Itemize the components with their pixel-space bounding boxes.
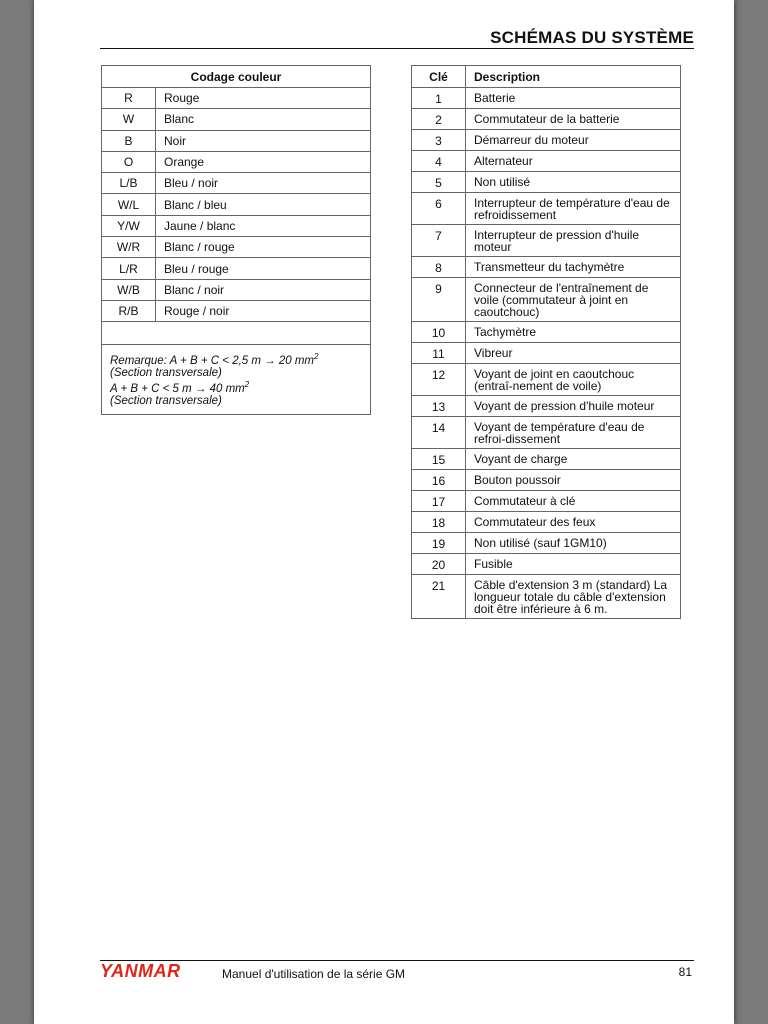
- key-number: 18: [412, 512, 466, 533]
- key-row: [412, 575, 681, 619]
- key-row: [412, 88, 681, 109]
- color-code-table: [101, 65, 371, 415]
- key-number: 15: [412, 449, 466, 470]
- color-row: [102, 258, 371, 279]
- key-description: Voyant de joint en caoutchouc (entraî-nement de voile): [466, 364, 681, 396]
- key-description: Voyant de charge: [466, 449, 681, 470]
- key-number: 3: [412, 130, 466, 151]
- key-row: [412, 151, 681, 172]
- key-description: Fusible: [466, 554, 681, 575]
- color-row: [102, 88, 371, 109]
- key-row: [412, 193, 681, 225]
- color-code: L/B: [102, 173, 156, 194]
- key-description: Transmetteur du tachymètre: [466, 257, 681, 278]
- color-name: Blanc: [156, 109, 371, 130]
- remark-cell: [102, 345, 371, 415]
- key-table-body: [412, 88, 681, 619]
- remark-line-3: A + B + C < 5 m → 40 mm: [110, 382, 245, 395]
- key-description: Vibreur: [466, 343, 681, 364]
- key-description: Tachymètre: [466, 322, 681, 343]
- key-number: 17: [412, 491, 466, 512]
- color-code: Y/W: [102, 215, 156, 236]
- key-description: Voyant de température d'eau de refroi-dissement: [466, 417, 681, 449]
- key-row: [412, 554, 681, 575]
- color-name: Orange: [156, 151, 371, 172]
- color-code: R: [102, 88, 156, 109]
- key-description: Commutateur des feux: [466, 512, 681, 533]
- description-column-header: Description: [466, 66, 681, 88]
- color-table-empty-row: [102, 322, 371, 345]
- page-title: SCHÉMAS DU SYSTÈME: [490, 28, 694, 47]
- key-row: [412, 533, 681, 554]
- color-name: Rouge: [156, 88, 371, 109]
- key-number: 1: [412, 88, 466, 109]
- color-name: Bleu / rouge: [156, 258, 371, 279]
- key-number: 11: [412, 343, 466, 364]
- color-row: [102, 194, 371, 215]
- color-code: L/R: [102, 258, 156, 279]
- key-description: Bouton poussoir: [466, 470, 681, 491]
- key-description: Batterie: [466, 88, 681, 109]
- key-number: 12: [412, 364, 466, 396]
- color-row: [102, 173, 371, 194]
- color-code: W: [102, 109, 156, 130]
- color-row: [102, 109, 371, 130]
- key-row: [412, 343, 681, 364]
- remark-sup-3: 2: [244, 380, 250, 390]
- color-name: Blanc / noir: [156, 279, 371, 300]
- key-row: [412, 491, 681, 512]
- color-table-body: [102, 88, 371, 322]
- key-number: 6: [412, 193, 466, 225]
- color-name: Bleu / noir: [156, 173, 371, 194]
- remark-line-2: (Section transversale): [110, 367, 222, 380]
- key-number: 9: [412, 278, 466, 322]
- color-name: Blanc / bleu: [156, 194, 371, 215]
- key-row: [412, 364, 681, 396]
- key-row: [412, 278, 681, 322]
- key-description: Interrupteur de température d'eau de refroidissement: [466, 193, 681, 225]
- color-row: [102, 151, 371, 172]
- key-number: 13: [412, 396, 466, 417]
- key-description-table: [411, 65, 681, 619]
- key-row: [412, 130, 681, 151]
- color-table-header: Codage couleur: [102, 66, 371, 88]
- key-column-header: Clé: [412, 66, 466, 88]
- remark-sup-1: 2: [314, 352, 319, 362]
- key-row: [412, 172, 681, 193]
- color-code: O: [102, 151, 156, 172]
- yanmar-logo: YANMAR: [100, 961, 181, 981]
- key-description: Alternateur: [466, 151, 681, 172]
- manual-title: Manuel d'utilisation de la série GM: [222, 967, 406, 981]
- color-row: [102, 237, 371, 258]
- key-description: Commutateur à clé: [466, 491, 681, 512]
- key-description: Non utilisé: [466, 172, 681, 193]
- key-number: 5: [412, 172, 466, 193]
- color-row: [102, 215, 371, 236]
- key-number: 10: [412, 322, 466, 343]
- key-number: 14: [412, 417, 466, 449]
- color-name: Blanc / rouge: [156, 237, 371, 258]
- key-description: Voyant de pression d'huile moteur: [466, 396, 681, 417]
- remark-line-1: Remarque: A + B + C < 2,5 m → 20 mm: [110, 355, 314, 368]
- key-description: Commutateur de la batterie: [466, 109, 681, 130]
- color-table-remark-row: [102, 345, 371, 415]
- key-number: 7: [412, 225, 466, 257]
- key-row: [412, 322, 681, 343]
- key-row: [412, 470, 681, 491]
- key-row: [412, 109, 681, 130]
- color-name: Noir: [156, 130, 371, 151]
- key-row: [412, 417, 681, 449]
- key-number: 8: [412, 257, 466, 278]
- key-row: [412, 449, 681, 470]
- color-name: Rouge / noir: [156, 300, 371, 321]
- color-code: W/L: [102, 194, 156, 215]
- key-number: 21: [412, 575, 466, 619]
- key-description: Câble d'extension 3 m (standard) La longueur totale du câble d'extension doit être inférieure à 6 m.: [466, 575, 681, 619]
- footer-divider: [100, 960, 694, 961]
- color-row: [102, 130, 371, 151]
- key-row: [412, 257, 681, 278]
- remark-line-4: (Section transversale): [110, 394, 222, 407]
- empty-cell: [102, 322, 371, 345]
- color-code: B: [102, 130, 156, 151]
- key-number: 20: [412, 554, 466, 575]
- header-divider: [100, 48, 694, 49]
- key-number: 4: [412, 151, 466, 172]
- key-number: 16: [412, 470, 466, 491]
- key-description: Interrupteur de pression d'huile moteur: [466, 225, 681, 257]
- color-name: Jaune / blanc: [156, 215, 371, 236]
- color-code: R/B: [102, 300, 156, 321]
- document-page: [34, 0, 734, 1024]
- key-row: [412, 512, 681, 533]
- color-code: W/R: [102, 237, 156, 258]
- key-number: 2: [412, 109, 466, 130]
- key-number: 19: [412, 533, 466, 554]
- color-code: W/B: [102, 279, 156, 300]
- key-description: Non utilisé (sauf 1GM10): [466, 533, 681, 554]
- key-row: [412, 396, 681, 417]
- page-number: 81: [678, 965, 692, 979]
- key-row: [412, 225, 681, 257]
- color-row: [102, 300, 371, 321]
- key-description: Connecteur de l'entraînement de voile (commutateur à joint en caoutchouc): [466, 278, 681, 322]
- color-row: [102, 279, 371, 300]
- key-description: Démarreur du moteur: [466, 130, 681, 151]
